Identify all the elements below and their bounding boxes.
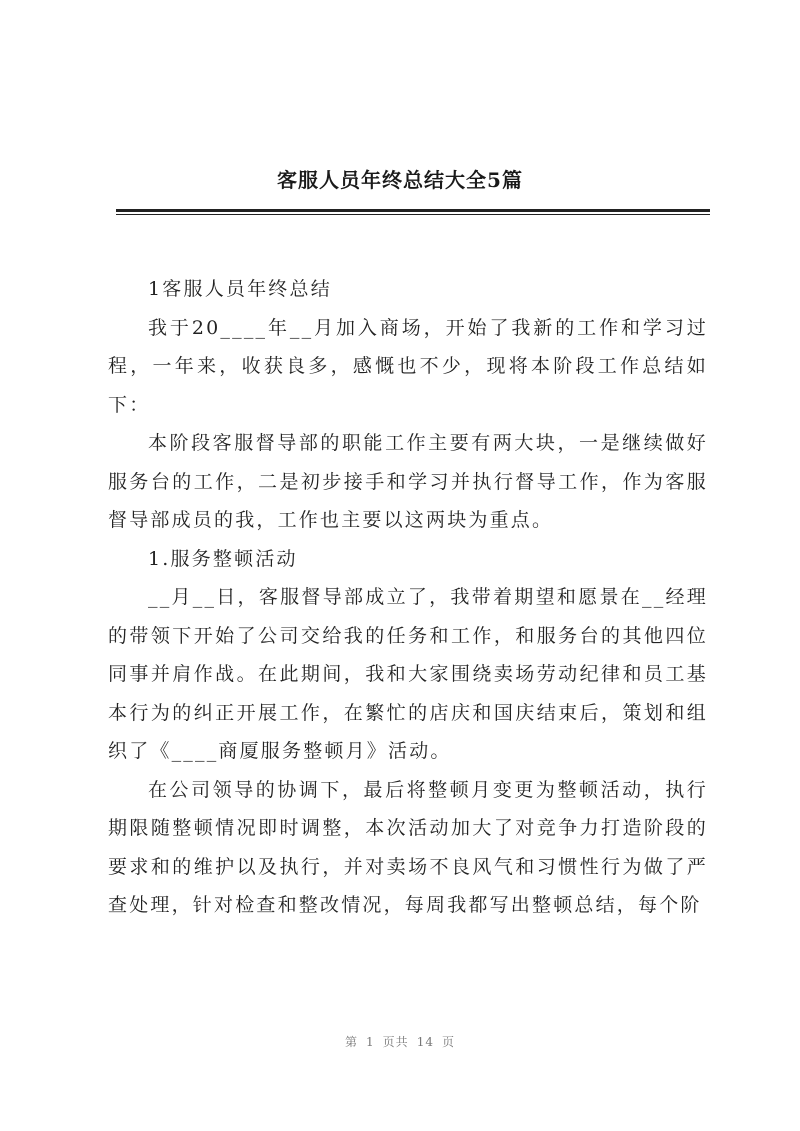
paragraph: 我于20____年__月加入商场，开始了我新的工作和学习过程，一年来，收获良多，感慨也不少，现将本阶段工作总结如下： (108, 316, 708, 416)
section-heading: 1客服人员年终总结 (148, 278, 332, 300)
footer-total-pages: 14 (416, 1035, 434, 1049)
paragraph: __月__日，客服督导部成立了，我带着期望和愿景在__经理的带领下开始了公司交给我的任务和工作，和服务台的其他四位同事并肩作战。在此期间，我和大家围绕卖场劳动纪律和员工基本行为的纠正开展工作，在繁忙的店庆和国庆结束后，策划和组织了《____商厦服务整顿月》活动。 (108, 586, 708, 762)
footer-suffix: 页 (441, 1035, 455, 1049)
paragraph: 在公司领导的协调下，最后将整顿月变更为整顿活动，执行期限随整顿情况即时调整，本次活动加大了对竞争力打造阶段的要求和的维护以及执行，并对卖场不良风气和习惯性行为做了严查处理，针对检查和整改情况，每周我都写出整顿总结，每个阶 (108, 778, 708, 916)
title-divider-thick (116, 209, 710, 212)
document-title: 客服人员年终总结大全5篇 (277, 168, 523, 192)
subsection-heading: 1.服务整顿活动 (148, 547, 298, 570)
footer-page-number: 1 (366, 1035, 375, 1049)
footer-middle: 页共 (382, 1035, 409, 1049)
page-footer (0, 1033, 800, 1050)
document-body (108, 270, 708, 925)
footer-prefix: 第 (345, 1035, 359, 1049)
paragraph: 本阶段客服督导部的职能工作主要有两大块，一是继续做好服务台的工作，二是初步接手和学习并执行督导工作，作为客服督导部成员的我，工作也主要以这两块为重点。 (108, 432, 708, 531)
title-divider-thin (116, 214, 710, 215)
